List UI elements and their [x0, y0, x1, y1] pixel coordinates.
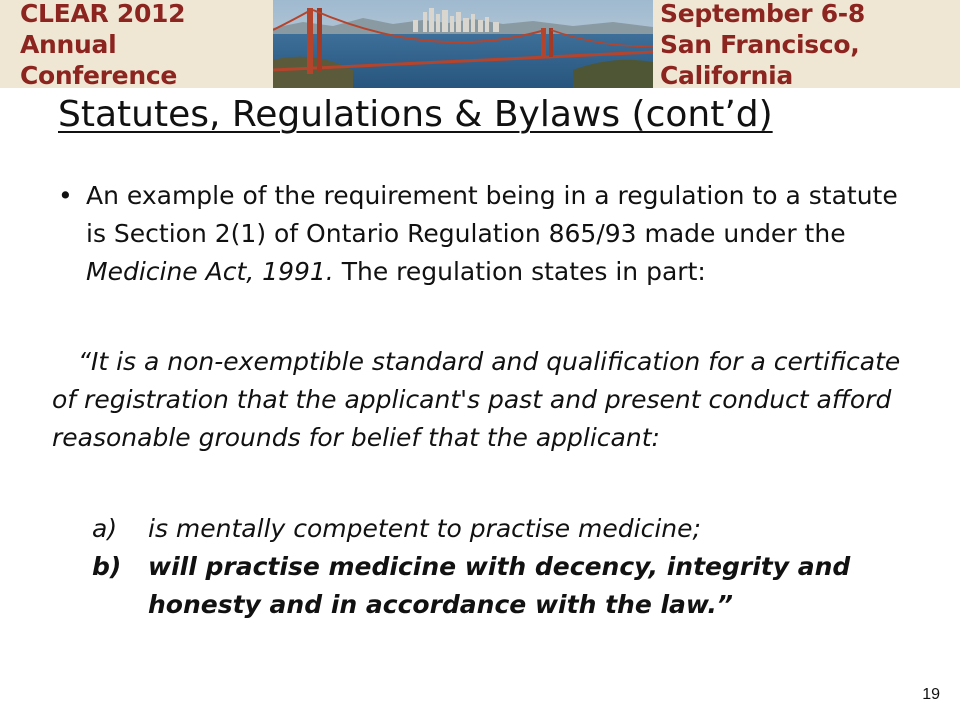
conference-name-line1: CLEAR 2012 [20, 0, 186, 28]
bullet-text [86, 177, 918, 291]
conference-dates [660, 0, 955, 88]
list-item-text: is mentally competent to practise medicine; [148, 514, 701, 543]
bridge-illustration [273, 0, 653, 88]
conference-location-line2: San Francisco, California [660, 29, 860, 90]
bullet-paragraph [58, 177, 918, 291]
slide-title: Statutes, Regulations & Bylaws (cont’d) [58, 94, 773, 135]
requirement-list [92, 510, 932, 624]
list-item-marker: a) [92, 514, 118, 543]
list-item-marker: b) [92, 552, 122, 581]
conference-name-line2: Annual Conference [20, 29, 178, 90]
regulation-quote: “It is a non-exemptible standard and qualification for a certificate of registration that the applicant's past and present conduct afford reasonable grounds for belief that the applicant: [52, 347, 901, 452]
act-name: Medicine Act, 1991. [86, 257, 334, 286]
list-item [92, 548, 932, 624]
conference-banner [0, 0, 960, 88]
conference-name [20, 0, 270, 88]
conference-dates-line1: September 6-8 [660, 0, 865, 28]
bullet-text-part2: The regulation states in part: [333, 257, 706, 286]
golden-gate-bridge-photo [273, 0, 653, 88]
list-item-text: will practise medicine with decency, integrity and honesty and in accordance with the law.” [148, 552, 851, 619]
bullet-icon: • [58, 181, 73, 210]
list-item [92, 510, 932, 548]
page-number: 19 [922, 686, 940, 703]
bullet-text-part1: An example of the requirement being in a regulation to a statute is Section 2(1) of Ontario Regulation 865/93 made under the [86, 181, 898, 248]
